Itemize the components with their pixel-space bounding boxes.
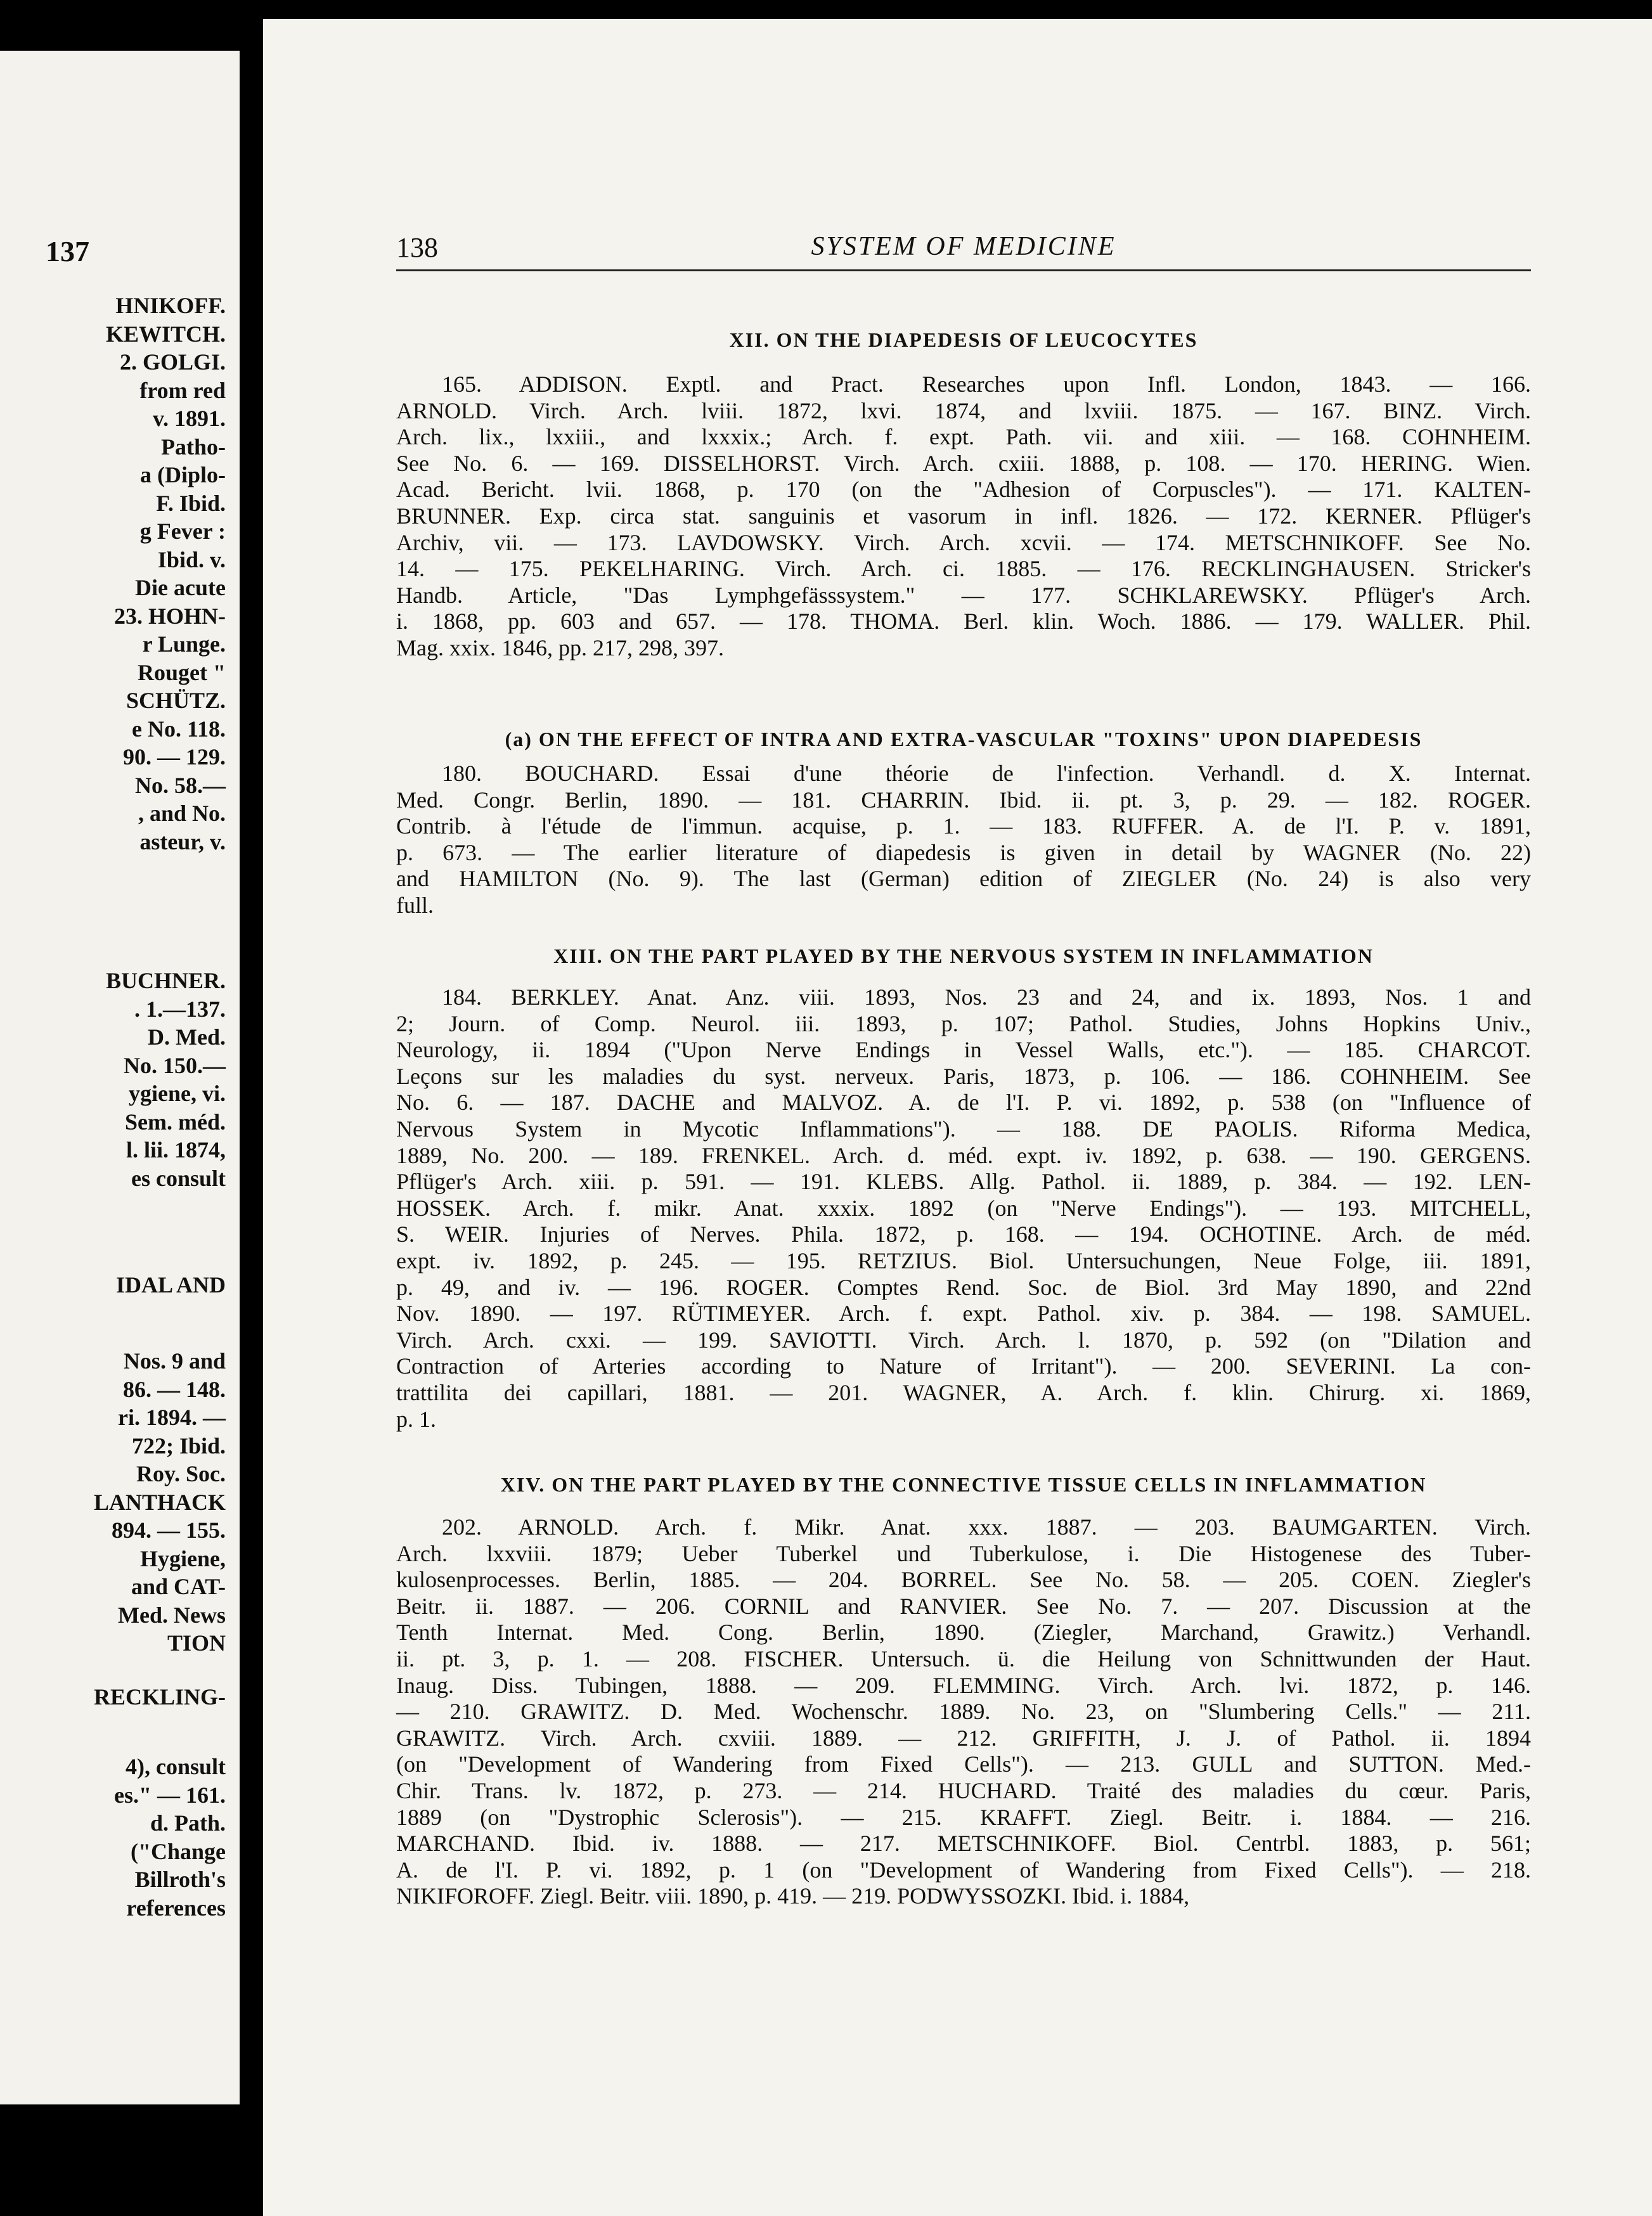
left-page-fragment: . 1.—137. (134, 996, 226, 1022)
text-line: kulosenprocesses. Berlin, 1885. — 204. BORREL. See No. 58. — 205. COEN. Ziegler's (396, 1567, 1531, 1593)
text-line: Arch. lix., lxxiii., and lxxxix.; Arch. f. expt. Path. vii. and xiii. — 168. COHNHEIM. (396, 424, 1531, 450)
left-page-fragment: g Fever : (139, 519, 226, 544)
left-page-fragment: RECKLING- (93, 1684, 226, 1710)
left-page-fragment: Med. News (118, 1602, 226, 1628)
text-line: S. WEIR. Injuries of Nerves. Phila. 1872, p. 168. — 194. OCHOTINE. Arch. de méd. (396, 1221, 1531, 1247)
text-line: Chir. Trans. lv. 1872, p. 273. — 214. HUCHARD. Traité des maladies du cœur. Paris, (396, 1777, 1531, 1803)
left-page-fragment: Die acute (135, 575, 226, 600)
bibliography-paragraph (396, 984, 1531, 1433)
text-line: See No. 6. — 169. DISSELHORST. Virch. Arch. cxiii. 1888, p. 108. — 170. HERING. Wien. (396, 450, 1531, 476)
text-line: 165. ADDISON. Exptl. and Pract. Researches upon Infl. London, 1843. — 166. (442, 371, 1531, 397)
left-page-fragment: 90. — 129. (123, 744, 226, 770)
page-header (396, 231, 1531, 271)
left-page-strip (0, 51, 240, 2104)
left-page-fragment: TION (167, 1630, 226, 1656)
text-line: BRUNNER. Exp. circa stat. sanguinis et vasorum in infl. 1826. — 172. KERNER. Pflüger's (396, 503, 1531, 529)
left-page-fragment: KEWITCH. (105, 321, 226, 347)
text-line: p. 673. — The earlier literature of diapedesis is given in detail by WAGNER (No. 22) (396, 839, 1531, 865)
text-line: trattilita dei capillari, 1881. — 201. WAGNER, A. Arch. f. klin. Chirurg. xi. 1869, (396, 1379, 1531, 1405)
section-heading: XIV. ON THE PART PLAYED BY THE CONNECTIVE TISSUE CELLS IN INFLAMMATION (500, 1473, 1427, 1496)
text-line: Contrib. à l'étude de l'immun. acquise, p. 1. — 183. RUFFER. A. de l'I. P. v. 1891, (396, 813, 1531, 839)
text-line: p. 1. (396, 1406, 436, 1432)
left-page-fragment: ri. 1894. — (118, 1405, 226, 1430)
left-page-fragment: asteur, v. (139, 828, 226, 854)
left-page-fragment: references (126, 1895, 226, 1921)
left-page-fragment: ygiene, vi. (129, 1081, 226, 1106)
left-page-fragment: from red (139, 377, 226, 403)
left-page-fragment: SCHÜTZ. (126, 688, 226, 713)
text-line: Pflüger's Arch. xiii. p. 591. — 191. KLEBS. Allg. Pathol. ii. 1889, p. 384. — 192. LEN- (396, 1169, 1531, 1195)
bibliography-paragraph (396, 1514, 1531, 1910)
section-heading: XIII. ON THE PART PLAYED BY THE NERVOUS SYSTEM IN INFLAMMATION (553, 944, 1374, 967)
left-page-fragment: 894. — 155. (112, 1517, 226, 1543)
left-page-fragment: Sem. méd. (125, 1109, 226, 1135)
left-page-fragment: LANTHACK (93, 1489, 226, 1515)
left-page-fragment: No. 58.— (135, 772, 226, 798)
text-line: 1889, No. 200. — 189. FRENKEL. Arch. d. méd. expt. iv. 1892, p. 638. — 190. GERGENS. (396, 1142, 1531, 1168)
text-line: 14. — 175. PEKELHARING. Virch. Arch. ci. 1885. — 176. RECKLINGHAUSEN. Stricker's (396, 556, 1531, 582)
left-page-fragment: Nos. 9 and (123, 1348, 226, 1374)
text-line: 184. BERKLEY. Anat. Anz. viii. 1893, Nos. 23 and 24, and ix. 1893, Nos. 1 and (442, 984, 1531, 1010)
page-number: 138 (396, 232, 438, 263)
text-line: ARNOLD. Virch. Arch. lviii. 1872, lxvi. 1874, and lxviii. 1875. — 167. BINZ. Virch. (396, 397, 1531, 423)
text-line: — 210. GRAWITZ. D. Med. Wochenschr. 1889. No. 23, on "Slumbering Cells." — 211. (396, 1699, 1531, 1725)
text-line: No. 6. — 187. DACHE and MALVOZ. A. de l'I. P. vi. 1892, p. 538 (on "Influence of (396, 1090, 1531, 1116)
text-line: HOSSEK. Arch. f. mikr. Anat. xxxix. 1892 (on "Nerve Endings"). — 193. MITCHELL, (396, 1195, 1531, 1221)
text-line: Nervous System in Mycotic Inflammations"). — 188. DE PAOLIS. Riforma Medica, (396, 1116, 1531, 1142)
text-line: Inaug. Diss. Tubingen, 1888. — 209. FLEMMING. Virch. Arch. lvi. 1872, p. 146. (396, 1672, 1531, 1698)
left-page-fragment: HNIKOFF. (115, 293, 226, 318)
text-line: Mag. xxix. 1846, pp. 217, 298, 397. (396, 635, 724, 660)
text-line: Contraction of Arteries according to Nature of Irritant"). — 200. SEVERINI. La con- (396, 1353, 1531, 1379)
left-page-fragment: 86. — 148. (123, 1376, 226, 1402)
text-line: Tenth Internat. Med. Cong. Berlin, 1890. (Ziegler, Marchand, Grawitz.) Verhandl. (396, 1620, 1531, 1646)
left-page-fragment: and CAT- (131, 1574, 226, 1599)
text-line: 2; Journ. of Comp. Neurol. iii. 1893, p. 107; Pathol. Studies, Johns Hopkins Univ., (396, 1010, 1531, 1036)
text-line: full. (396, 892, 434, 918)
left-page-fragment: Rouget " (138, 659, 226, 685)
left-page-fragment: 722; Ibid. (131, 1433, 226, 1459)
text-line: Acad. Bericht. lvii. 1868, p. 170 (on the "Adhesion of Corpuscles"). — 171. KALTEN- (396, 477, 1531, 503)
text-line: 202. ARNOLD. Arch. f. Mikr. Anat. xxx. 1887. — 203. BAUMGARTEN. Virch. (442, 1514, 1531, 1540)
left-page-fragment: ("Change (131, 1838, 226, 1864)
left-page-fragment: l. lii. 1874, (126, 1137, 226, 1163)
left-page-fragment: e No. 118. (132, 716, 226, 742)
left-page-fragment: Hygiene, (140, 1545, 226, 1571)
left-page-fragment: es." — 161. (114, 1782, 226, 1808)
section-heading: XII. ON THE DIAPEDESIS OF LEUCOCYTES (729, 328, 1198, 351)
left-page-fragment: v. 1891. (152, 406, 226, 431)
running-title: SYSTEM OF MEDICINE (811, 232, 1116, 261)
text-line: Virch. Arch. cxxi. — 199. SAVIOTTI. Virch. Arch. l. 1870, p. 592 (on "Dilation and (396, 1327, 1531, 1353)
text-line: GRAWITZ. Virch. Arch. cxviii. 1889. — 212. GRIFFITH, J. J. of Pathol. ii. 1894 (396, 1725, 1531, 1751)
left-page-fragment: Ibid. v. (157, 546, 226, 572)
text-line: A. de l'I. P. vi. 1892, p. 1 (on "Development of Wandering from Fixed Cells"). — 218. (396, 1857, 1531, 1883)
left-page-fragment: D. Med. (148, 1024, 226, 1050)
left-page-fragment: d. Path. (150, 1810, 226, 1836)
left-page-fragment: es consult (131, 1165, 226, 1191)
text-line: NIKIFOROFF. Ziegl. Beitr. viii. 1890, p. 419. — 219. PODWYSSOZKI. Ibid. i. 1884, (396, 1883, 1190, 1909)
section-heading: (a) ON THE EFFECT OF INTRA AND EXTRA-VASCULAR "TOXINS" UPON DIAPEDESIS (505, 728, 1423, 750)
text-line: 180. BOUCHARD. Essai d'une théorie de l'infection. Verhandl. d. X. Internat. (442, 761, 1531, 786)
left-page-fragment: No. 150.— (124, 1052, 226, 1078)
left-page-fragment: 23. HOHN- (114, 603, 226, 629)
text-line: Med. Congr. Berlin, 1890. — 181. CHARRIN. Ibid. ii. pt. 3, p. 29. — 182. ROGER. (396, 787, 1531, 813)
text-line: p. 49, and iv. — 196. ROGER. Comptes Rend. Soc. de Biol. 3rd May 1890, and 22nd (396, 1274, 1531, 1300)
text-line: (on "Development of Wandering from Fixed Cells"). — 213. GULL and SUTTON. Med.- (396, 1751, 1531, 1777)
text-line: Archiv, vii. — 173. LAVDOWSKY. Virch. Arch. xcvii. — 174. METSCHNIKOFF. See No. (396, 529, 1531, 555)
text-line: Arch. lxxviii. 1879; Ueber Tuberkel und Tuberkulose, i. Die Histogenese des Tuber- (396, 1540, 1531, 1566)
text-line: Handb. Article, "Das Lymphgefässsystem." — 177. SCHKLAREWSKY. Pflüger's Arch. (396, 582, 1531, 608)
left-page-fragment: Roy. Soc. (136, 1461, 226, 1486)
left-page-fragment: BUCHNER. (105, 968, 226, 993)
left-page-fragment: Patho- (161, 434, 226, 460)
bibliography-paragraph (396, 371, 1531, 662)
bibliography-paragraph (396, 761, 1531, 919)
book-page (263, 19, 1652, 2216)
text-line: Beitr. ii. 1887. — 206. CORNIL and RANVIER. See No. 7. — 207. Discussion at the (396, 1593, 1531, 1619)
left-page-fragment: Billroth's (134, 1867, 226, 1892)
left-page-fragment: a (Diplo- (140, 462, 226, 487)
text-line: MARCHAND. Ibid. iv. 1888. — 217. METSCHNIKOFF. Biol. Centrbl. 1883, p. 561; (396, 1831, 1531, 1857)
text-line: Neurology, ii. 1894 ("Upon Nerve Endings in Vessel Walls, etc."). — 185. CHARCOT. (396, 1037, 1531, 1063)
left-page-number: 137 (46, 235, 89, 267)
text-line: 1889 (on "Dystrophic Sclerosis"). — 215. KRAFFT. Ziegl. Beitr. i. 1884. — 216. (396, 1804, 1531, 1830)
text-line: ii. pt. 3, p. 1. — 208. FISCHER. Untersuch. ü. die Heilung von Schnittwunden der Haut. (396, 1646, 1531, 1672)
left-page-fragment: 4), consult (125, 1754, 226, 1779)
left-page-fragment: r Lunge. (142, 631, 226, 657)
left-page-fragment: 2. GOLGI. (119, 349, 226, 375)
left-page-fragment: , and No. (138, 801, 226, 826)
left-page-fragment: IDAL AND (115, 1272, 226, 1298)
text-line: Nov. 1890. — 197. RÜTIMEYER. Arch. f. expt. Pathol. xiv. p. 384. — 198. SAMUEL. (396, 1301, 1531, 1327)
text-line: expt. iv. 1892, p. 245. — 195. RETZIUS. Biol. Untersuchungen, Neue Folge, iii. 1891, (396, 1247, 1531, 1273)
text-line: Leçons sur les maladies du syst. nerveux. Paris, 1873, p. 106. — 186. COHNHEIM. See (396, 1063, 1531, 1089)
text-line: and HAMILTON (No. 9). The last (German) edition of ZIEGLER (No. 24) is also very (396, 866, 1531, 892)
left-page-fragment: F. Ibid. (156, 490, 226, 516)
text-line: i. 1868, pp. 603 and 657. — 178. THOMA. Berl. klin. Woch. 1886. — 179. WALLER. Phil. (396, 609, 1531, 635)
